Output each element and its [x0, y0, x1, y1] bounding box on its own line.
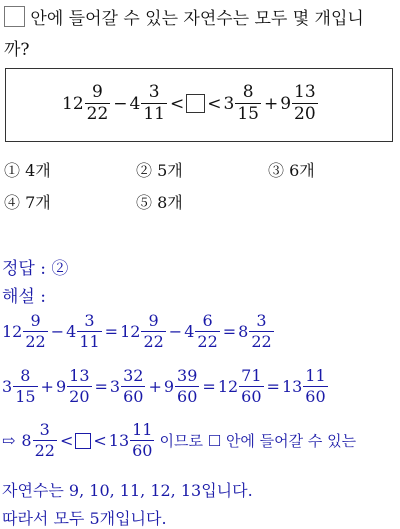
- denominator: 20: [69, 387, 90, 406]
- explanation-line-4: 자연수는 9, 10, 11, 12, 13입니다.: [2, 481, 253, 500]
- question-text-1: 안에 들어갈 수 있는 자연수는 모두 몇 개입니: [30, 9, 364, 29]
- numerator: 39: [177, 366, 198, 385]
- numerator: 6: [202, 311, 213, 330]
- fraction: [13, 368, 37, 405]
- denominator: 11: [143, 104, 165, 124]
- whole: 12: [2, 322, 23, 341]
- operator: −: [168, 322, 183, 341]
- fraction: [141, 313, 165, 350]
- denominator: 60: [123, 387, 144, 406]
- fraction: [85, 84, 111, 123]
- fraction: [239, 368, 263, 405]
- whole: 4: [129, 93, 141, 114]
- numerator: 3: [84, 311, 95, 330]
- fraction: [130, 422, 154, 459]
- blank-box: [186, 94, 205, 113]
- fraction: [303, 368, 327, 405]
- fraction: [77, 313, 101, 350]
- whole: 3: [223, 93, 235, 114]
- numerator: 3: [256, 311, 267, 330]
- operator: −: [50, 322, 65, 341]
- operator: =: [266, 377, 280, 396]
- fraction: [195, 313, 219, 350]
- denominator: 15: [237, 104, 259, 124]
- whole: 3: [2, 377, 13, 396]
- answer-label: 정답 : ②: [2, 259, 69, 279]
- whole: 12: [217, 377, 239, 396]
- numerator: 9: [148, 311, 159, 330]
- fraction: [175, 368, 199, 405]
- explanation-line-2: [2, 368, 329, 405]
- denominator: 22: [197, 332, 218, 351]
- numerator: 3: [148, 82, 160, 102]
- operator: =: [94, 377, 108, 396]
- numerator: 71: [241, 366, 262, 385]
- fraction: [235, 84, 261, 123]
- question-line-1: [4, 6, 364, 31]
- whole: 9: [163, 377, 175, 396]
- operator: =: [104, 322, 119, 341]
- whole: 8: [21, 431, 32, 450]
- numerator: 11: [132, 420, 153, 439]
- question-expression: [62, 84, 319, 123]
- denominator: 60: [305, 387, 326, 406]
- whole: 4: [66, 322, 77, 341]
- numerator: 11: [305, 366, 326, 385]
- question-line-2: 까?: [4, 40, 30, 60]
- operator: =: [202, 377, 216, 396]
- whole: 12: [62, 93, 84, 114]
- choice-5[interactable]: ⑤ 8개: [136, 193, 183, 212]
- operator: <: [170, 93, 185, 114]
- numerator: 3: [39, 420, 50, 439]
- numerator: 13: [69, 366, 90, 385]
- whole: 9: [55, 377, 67, 396]
- choice-1[interactable]: ① 4개: [4, 161, 51, 180]
- explanation-tail: 이므로 ☐ 안에 들어갈 수 있는: [159, 432, 357, 450]
- choice-2[interactable]: ② 5개: [136, 161, 183, 180]
- fraction: [249, 313, 273, 350]
- whole: 13: [108, 431, 130, 450]
- whole: 9: [280, 93, 292, 114]
- denominator: 22: [143, 332, 164, 351]
- explanation-label: 해설 :: [2, 287, 46, 307]
- denominator: 22: [251, 332, 272, 351]
- operator: +: [40, 377, 54, 396]
- whole: 3: [109, 377, 121, 396]
- operator: <: [207, 93, 222, 114]
- operator: <: [93, 431, 107, 450]
- numerator: 9: [30, 311, 41, 330]
- explanation-line-5: 따라서 모두 5개입니다.: [2, 509, 167, 528]
- numerator: 13: [294, 82, 316, 102]
- denominator: 11: [79, 332, 100, 351]
- denominator: 60: [177, 387, 198, 406]
- operator: +: [263, 93, 279, 114]
- operator: =: [222, 322, 237, 341]
- denominator: 60: [241, 387, 262, 406]
- arrow-icon: ⇨: [2, 431, 16, 450]
- fraction: [23, 313, 47, 350]
- fraction: [33, 422, 57, 459]
- operator: +: [148, 377, 162, 396]
- fraction: [121, 368, 145, 405]
- choice-4[interactable]: ④ 7개: [4, 193, 51, 212]
- numerator: 8: [242, 82, 254, 102]
- whole: 4: [184, 322, 195, 341]
- whole: 12: [120, 322, 141, 341]
- denominator: 60: [132, 441, 153, 460]
- whole: 13: [281, 377, 303, 396]
- blank-box: [4, 6, 25, 27]
- fraction: [141, 84, 167, 123]
- denominator: 22: [86, 104, 109, 124]
- denominator: 22: [34, 441, 55, 460]
- blank-box: [75, 433, 91, 449]
- denominator: 20: [294, 104, 316, 124]
- denominator: 22: [25, 332, 46, 351]
- explanation-line-3: [2, 422, 356, 459]
- numerator: 8: [20, 366, 31, 385]
- explanation-line-1: [2, 313, 275, 350]
- choice-3[interactable]: ③ 6개: [268, 161, 315, 180]
- whole: 8: [238, 322, 249, 341]
- operator: −: [113, 93, 128, 114]
- numerator: 32: [123, 366, 144, 385]
- operator: <: [59, 431, 74, 450]
- denominator: 15: [15, 387, 36, 406]
- fraction: [292, 84, 318, 123]
- numerator: 9: [92, 82, 103, 102]
- fraction: [67, 368, 91, 405]
